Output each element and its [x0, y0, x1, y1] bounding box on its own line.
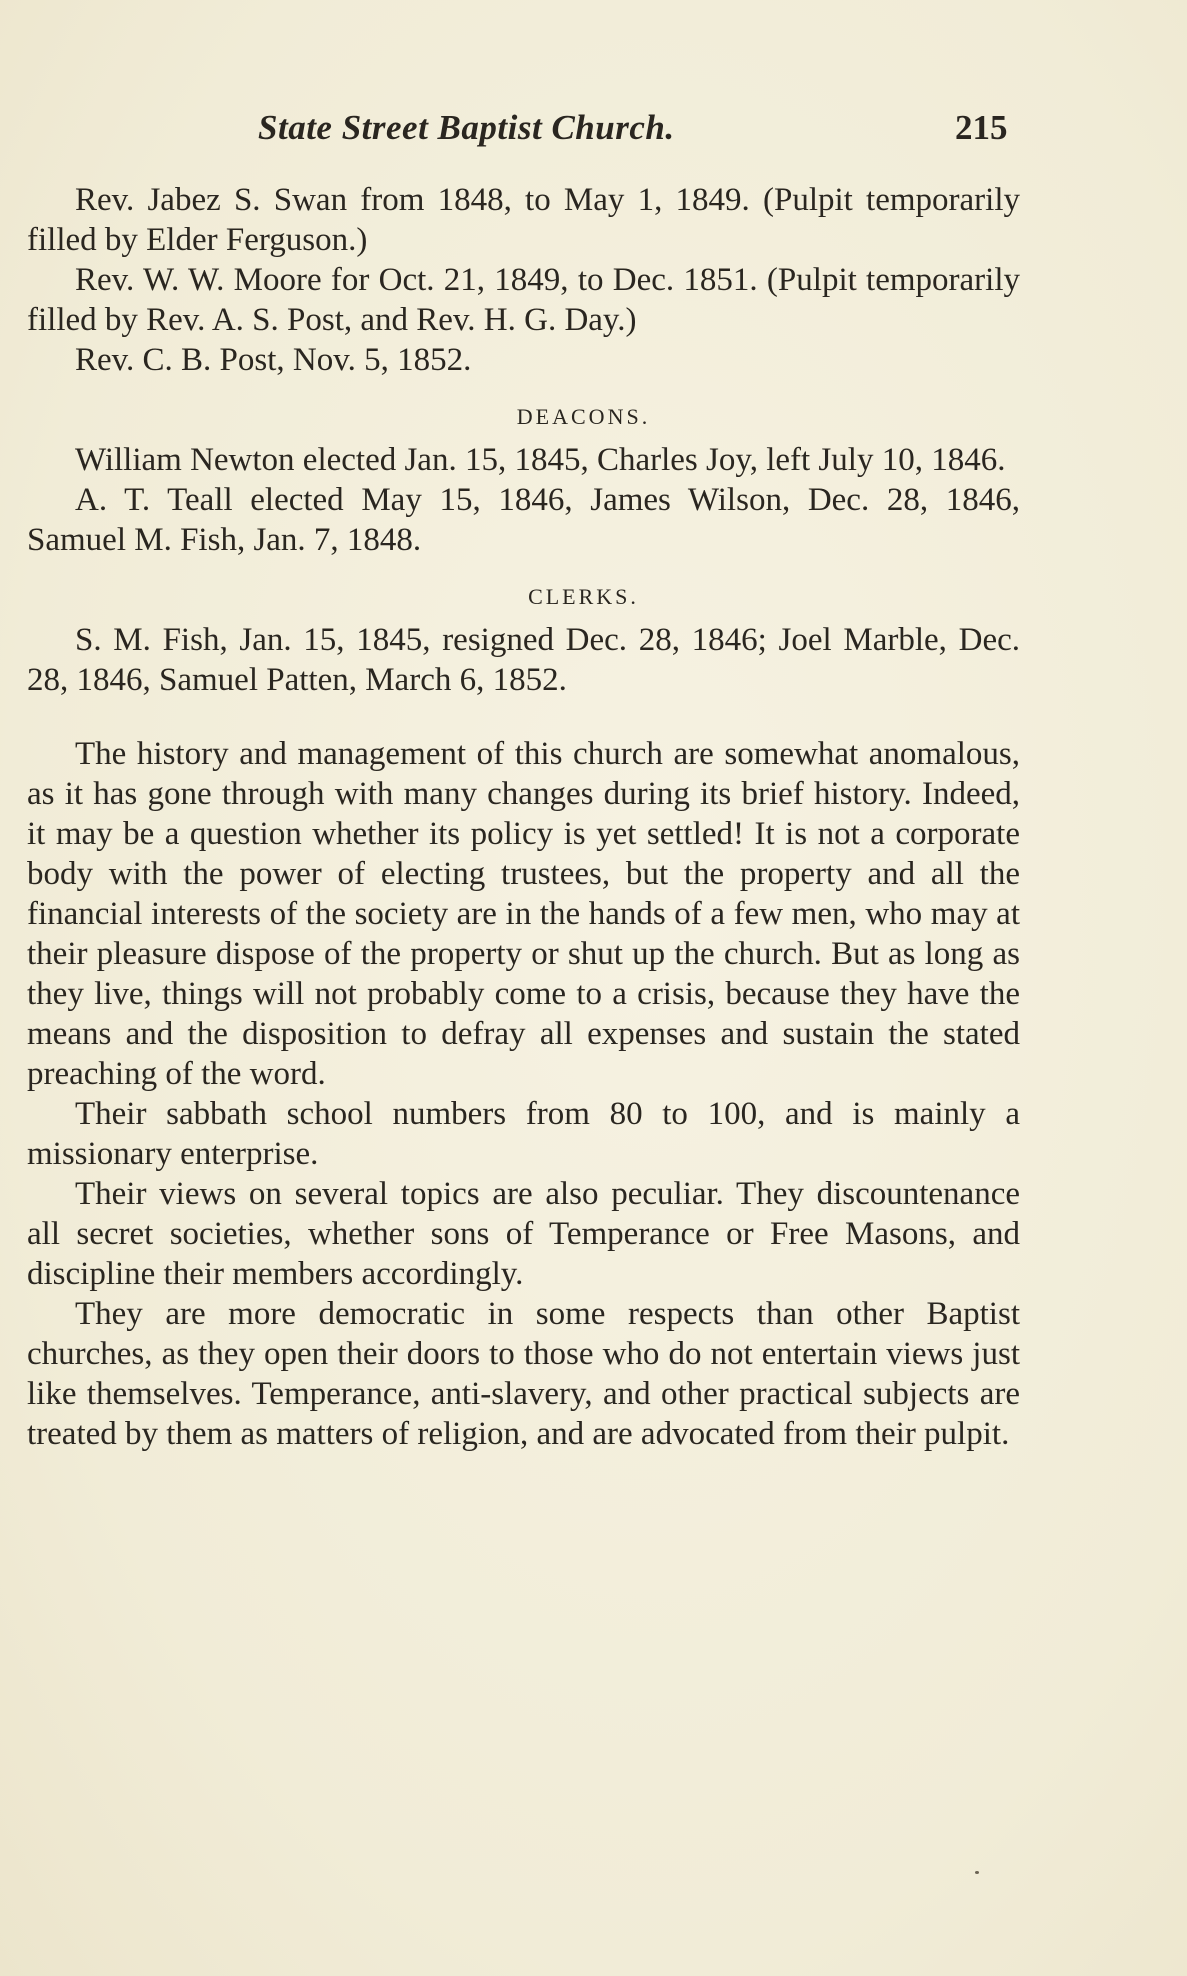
deacons-heading: DEACONS.: [516, 404, 651, 429]
body-paragraph: The history and management of this church are somewhat anomalous, as it has gone through with many changes during its brief history. Indeed, it may be a question whether its policy is yet settled! It is not a corporate body with the power of electing trustees, but the property and all the financial interests of the society are in the hands of a few men, who may at their pleasure dispose of the property or shut up the church. But as long as they live, things will not probably come to a crisis, because they have the means and the disposition to defray all expenses and sustain the stated preaching of the word.: [27, 736, 1020, 1092]
deacon-entry: William Newton elected Jan. 15, 1845, Charles Joy, left July 10, 1846.: [75, 442, 1006, 478]
pastor-entry: Rev. W. W. Moore for Oct. 21, 1849, to Dec. 1851. (Pulpit temporarily filled by Rev. A. S. Post, and Rev. H. G. Day.): [27, 262, 1020, 338]
pastor-entry: Rev. Jabez S. Swan from 1848, to May 1, 1849. (Pulpit temporarily filled by Elder Ferguson.): [27, 182, 1020, 258]
paper-speck: [975, 1871, 979, 1874]
body-paragraph: They are more democratic in some respects than other Baptist churches, as they open their doors to those who do not entertain views just like themselves. Temperance, anti-slavery, and other practical subjects are treated by them as matters of religion, and are advocated from their pulpit.: [27, 1296, 1020, 1452]
running-title: State Street Baptist Church.: [258, 108, 675, 147]
body-paragraph: Their views on several topics are also peculiar. They discountenance all secret societies, whether sons of Temperance or Free Masons, and discipline their members accordingly.: [27, 1176, 1020, 1292]
page-number: 215: [955, 108, 1008, 147]
clerks-heading: CLERKS.: [528, 584, 639, 609]
section-gap: [27, 700, 1020, 734]
pastor-entry: Rev. C. B. Post, Nov. 5, 1852.: [75, 342, 472, 378]
clerk-entry: S. M. Fish, Jan. 15, 1845, resigned Dec. 28, 1846; Joel Marble, Dec. 28, 1846, Samuel Patten, March 6, 1852.: [27, 622, 1020, 698]
deacon-entry: A. T. Teall elected May 15, 1846, James Wilson, Dec. 28, 1846, Samuel M. Fish, Jan. 7, 1848.: [27, 482, 1020, 558]
page-header: [0, 108, 1187, 158]
page-content: [27, 180, 1020, 1454]
body-paragraph: Their sabbath school numbers from 80 to 100, and is mainly a missionary enterprise.: [27, 1096, 1020, 1172]
